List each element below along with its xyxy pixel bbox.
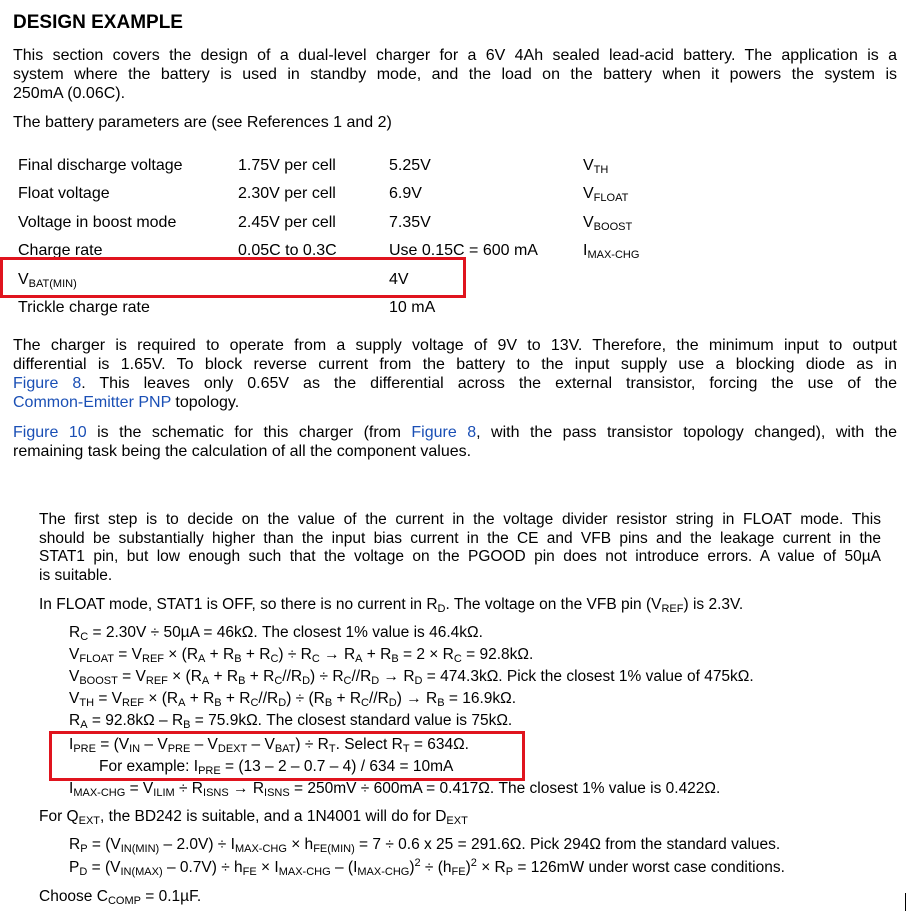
intro-paragraph bbox=[13, 46, 897, 103]
param-value: 6.9V bbox=[389, 185, 422, 202]
text-cursor bbox=[905, 893, 906, 911]
intro-line: 250mA (0.06C). bbox=[13, 85, 126, 102]
highlight-box-vbat bbox=[0, 257, 466, 298]
param-per-cell: 0.05C to 0.3C bbox=[238, 242, 337, 259]
float-mode-text: In FLOAT mode, STAT1 is OFF, so there is no current in $R_D$. The voltage on the VFB pin $(V_{REF})$ is 2.3V. bbox=[39, 596, 744, 615]
equation-rp: $R_P = (V_{IN(MIN)} - 2.0V) \div I_{MAX-CHG} \times h_{FE(MIN)} = 7 \div 0.6$ x 25 = 291.6Ω. Pick 294Ω from the standard values. bbox=[69, 836, 781, 855]
param-value: 7.35V bbox=[389, 214, 431, 231]
param-symbol: $V_{TH}$ bbox=[583, 157, 609, 176]
param-name: Voltage in boost mode bbox=[18, 214, 177, 231]
param-value: Use 0.15C = 600 mA bbox=[389, 242, 538, 259]
equation-ipre: $I_{PRE} = (V_{IN} - V_{PRE} - V_{DEXT} - V_{BAT}) \div R_T$. Select $R_T = 634\Omega$. bbox=[69, 736, 469, 755]
param-per-cell: 1.75V per cell bbox=[238, 157, 336, 174]
intro-line: This section covers the design of a dual-level charger for a 6V 4Ah sealed lead-acid battery. The application is a bbox=[13, 47, 897, 64]
equation-vth: $V_{TH} = V_{REF} \times (R_A + R_B + R_C//R_D) \div (R_B + R_C//R_D) \to R_B = 16.9k\Omega$. bbox=[69, 690, 517, 709]
ccomp-text: Choose $C_{COMP} = 0.1\mu F$. bbox=[39, 888, 202, 907]
step-line: is suitable. bbox=[39, 566, 113, 584]
param-per-cell: 2.30V per cell bbox=[238, 185, 336, 202]
schematic-line: remaining task being the calculation of all the component values. bbox=[13, 443, 472, 460]
figure-8-link[interactable]: Figure 8 bbox=[411, 424, 477, 441]
common-emitter-pnp-link[interactable]: Common-Emitter PNP bbox=[13, 394, 171, 411]
equation-rc: $R_C = 2.30V \div 50\mu A = 46k\Omega$. The closest 1% value is 46.4kΩ. bbox=[69, 624, 483, 643]
param-symbol: $I_{MAX-CHG}$ bbox=[583, 242, 640, 261]
charger-line: Common-Emitter PNP topology. bbox=[13, 394, 240, 411]
charger-line: Figure 8. This leaves only 0.65V as the differential across the external transistor, forcing the use of the bbox=[13, 375, 897, 392]
step-line: The first step is to decide on the value of the current in the voltage divider resistor string in FLOAT mode. This bbox=[39, 511, 881, 528]
first-step-paragraph bbox=[39, 511, 881, 585]
equation-pd: $P_D = (V_{IN(MAX)} - 0.7V) \div h_{FE} \times I_{MAX-CHG} - (I_{MAX-CHG})^2 \div (h_{FE})^2 \times R_P = 126mW$ under worst case conditions. bbox=[69, 857, 785, 878]
equation-ipre-example: For example: $I_{PRE} = (13 - 2 - 0.7 - 4) / 634 = 10mA$ bbox=[99, 758, 454, 777]
equation-vboost: $V_{BOOST} = V_{REF} \times (R_A + R_B + R_C//R_D) \div R_C//R_D \to R_D = 474.3k\Omega$. Pick the closest 1% value of 475kΩ. bbox=[69, 668, 754, 687]
equation-imax: $I_{MAX-CHG} = V_{ILIM} \div R_{ISNS} \to R_{ISNS} = 250mV \div 600mA = 0.417\Omega$. The closest 1% value is 0.422Ω. bbox=[69, 780, 721, 799]
highlight-box-ipre bbox=[49, 731, 525, 781]
param-name: Charge rate bbox=[18, 242, 103, 259]
param-symbol: $V_{BOOST}$ bbox=[583, 214, 633, 233]
schematic-paragraph bbox=[13, 423, 897, 461]
param-name: $V_{BAT(MIN)}$ bbox=[18, 271, 77, 290]
qext-text: For $Q_{EXT}$, the BD242 is suitable, and a 1N4001 will do for $D_{EXT}$ bbox=[39, 808, 468, 827]
figure-8-link[interactable]: Figure 8 bbox=[13, 375, 82, 392]
param-symbol: $V_{FLOAT}$ bbox=[583, 185, 629, 204]
equation-ra: $R_A = 92.8k\Omega - R_B = 75.9k\Omega$. The closest standard value is 75kΩ. bbox=[69, 712, 513, 731]
intro-line: system where the battery is used in standby mode, and the load on the battery when it powers the system is bbox=[13, 66, 897, 83]
schematic-line: Figure 10 is the schematic for this charger (from Figure 8, with the pass transistor topology changed), with the bbox=[13, 424, 898, 441]
param-name: Final discharge voltage bbox=[18, 157, 183, 174]
param-value: 10 mA bbox=[389, 299, 436, 316]
section-heading: DESIGN EXAMPLE bbox=[13, 12, 183, 33]
step-line: should be substantially higher than the input bias current in the CE and VFB pins and the leakage current in the bbox=[39, 529, 881, 547]
figure-10-link[interactable]: Figure 10 bbox=[13, 424, 87, 441]
param-name: Trickle charge rate bbox=[18, 299, 150, 316]
params-intro: The battery parameters are (see References 1 and 2) bbox=[13, 114, 392, 131]
step-line: STAT1 pin, but low enough such that the voltage on the PGOOD pin does not introduce errors. A value of 50µA bbox=[39, 548, 881, 565]
param-value: 5.25V bbox=[389, 157, 431, 174]
param-value: 4V bbox=[389, 271, 409, 288]
charger-line: differential is 1.65V. To block reverse current from the battery to the input supply use a blocking diode as in bbox=[13, 356, 897, 373]
charger-paragraph bbox=[13, 336, 897, 412]
param-per-cell: 2.45V per cell bbox=[238, 214, 336, 231]
equation-vfloat: $V_{FLOAT} = V_{REF} \times (R_A + R_B + R_C) \div R_C \to R_A + R_B = 2 \times R_C = 92.8k\Omega$. bbox=[69, 646, 534, 665]
charger-line: The charger is required to operate from a supply voltage of 9V to 13V. Therefore, the minimum input to output bbox=[13, 337, 897, 354]
param-name: Float voltage bbox=[18, 185, 110, 202]
